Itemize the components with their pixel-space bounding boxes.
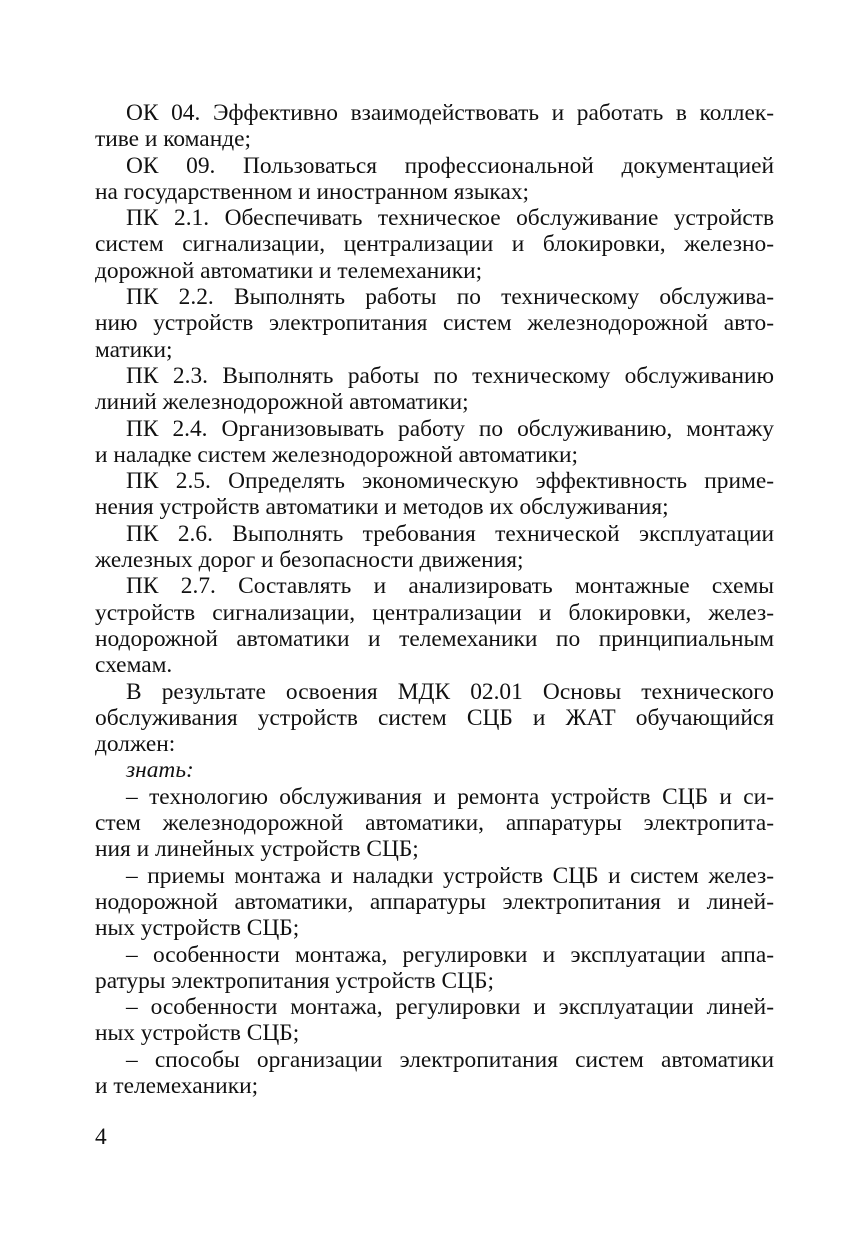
- text-line: нодорожной автоматики, аппаратуры электропитания и линей-: [95, 888, 774, 915]
- text-line: матики;: [95, 336, 173, 363]
- text-line: железных дорог и безопасности движения;: [95, 547, 524, 574]
- text-line: нию устройств электропитания систем железнодорожной авто-: [95, 310, 774, 337]
- text-line: – способы организации электропитания систем автоматики: [126, 1046, 774, 1073]
- text-line: тиве и команде;: [95, 126, 251, 153]
- paragraph: [95, 153, 774, 206]
- text-line: линий железнодорожной автоматики;: [95, 389, 469, 416]
- paragraph: [95, 284, 774, 363]
- page-number: 4: [95, 1124, 107, 1150]
- text-line: на государственном и иностранном языках;: [95, 178, 530, 205]
- text-line: устройств сигнализации, централизации и блокировки, желез-: [95, 599, 774, 626]
- text-line: схемам.: [95, 652, 173, 679]
- text-line: ПК 2.7. Составлять и анализировать монтажные схемы: [126, 573, 774, 600]
- paragraph: [95, 363, 774, 416]
- text-line: ных устройств СЦБ;: [95, 915, 300, 942]
- section-heading: [95, 757, 774, 783]
- text-line: ПК 2.2. Выполнять работы по техническому обслужива-: [126, 284, 774, 311]
- paragraph: [95, 679, 774, 758]
- text-line: ПК 2.5. Определять экономическую эффективность приме-: [126, 468, 774, 495]
- text-line: ных устройств СЦБ;: [95, 1020, 300, 1047]
- text-line: обслуживания устройств систем СЦБ и ЖАТ обучающийся: [95, 704, 774, 731]
- page-body: [95, 100, 774, 1099]
- text-line: ОК 04. Эффективно взаимодействовать и работать в коллек-: [126, 100, 774, 126]
- paragraph: [95, 863, 774, 942]
- text-line: – особенности монтажа, регулировки и эксплуатации аппа-: [126, 941, 774, 968]
- paragraph: [95, 468, 774, 521]
- text-line: ПК 2.4. Организовывать работу по обслуживанию, монтажу: [126, 415, 774, 442]
- text-line: ПК 2.3. Выполнять работы по техническому обслуживанию: [126, 362, 774, 389]
- text-line: нения устройств автоматики и методов их обслуживания;: [95, 494, 669, 521]
- paragraph: [95, 573, 774, 678]
- text-line: знать:: [126, 757, 194, 784]
- text-line: ПК 2.6. Выполнять требования технической эксплуатации: [126, 520, 774, 547]
- text-line: стем железнодорожной автоматики, аппаратуры электропита-: [95, 810, 774, 837]
- text-line: и наладке систем железнодорожной автоматики;: [95, 441, 579, 468]
- text-line: В результате освоения МДК 02.01 Основы технического: [126, 678, 774, 705]
- paragraph: [95, 416, 774, 469]
- paragraph: [95, 942, 774, 995]
- paragraph: [95, 784, 774, 863]
- text-line: ния и линейных устройств СЦБ;: [95, 836, 419, 863]
- paragraph: [95, 1047, 774, 1100]
- text-line: систем сигнализации, централизации и блокировки, железно-: [95, 231, 774, 258]
- text-line: дорожной автоматики и телемеханики;: [95, 257, 483, 284]
- text-line: – приемы монтажа и наладки устройств СЦБ и систем желез-: [126, 862, 774, 889]
- text-line: ратуры электропитания устройств СЦБ;: [95, 967, 494, 994]
- paragraph: [95, 205, 774, 284]
- text-line: – особенности монтажа, регулировки и эксплуатации линей-: [126, 994, 774, 1021]
- text-line: ОК 09. Пользоваться профессиональной документацией: [126, 152, 774, 179]
- paragraph: [95, 994, 774, 1047]
- text-line: ПК 2.1. Обеспечивать техническое обслуживание устройств: [126, 205, 774, 232]
- text-line: должен:: [95, 731, 176, 758]
- text-line: и телемеханики;: [95, 1072, 259, 1099]
- paragraph: [95, 521, 774, 574]
- text-line: нодорожной автоматики и телемеханики по принципиальным: [95, 625, 774, 652]
- text-line: – технологию обслуживания и ремонта устройств СЦБ и си-: [126, 783, 774, 810]
- paragraph: [95, 100, 774, 153]
